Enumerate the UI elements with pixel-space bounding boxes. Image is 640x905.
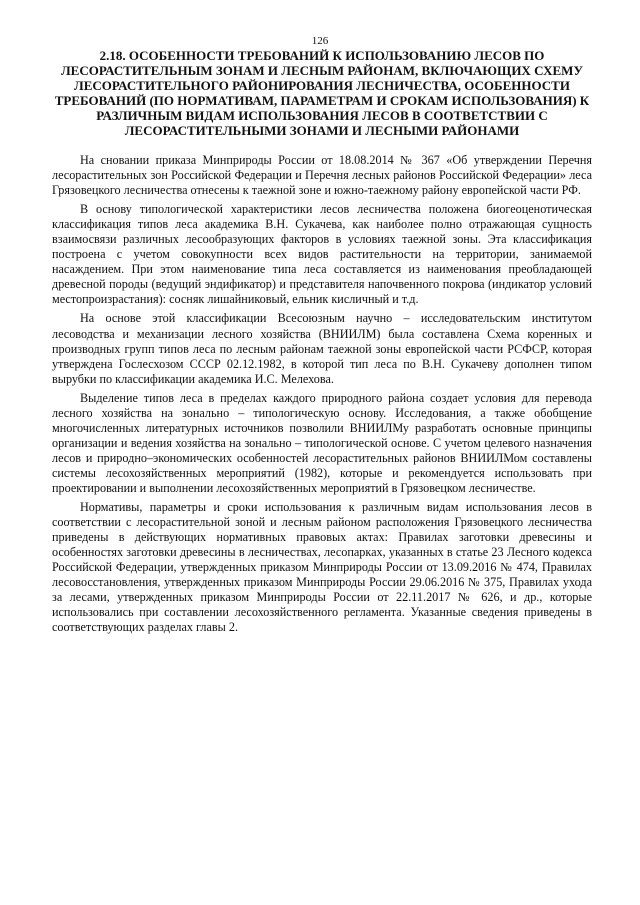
paragraph: Выделение типов леса в пределах каждого природного района создает условия для перевода лесного хозяйства на зонально – типологическую основу. Исследования, а также обобщение многочисленных литературных источников позволили ВНИИЛМу разработать основные принципы организации и ведения хозяйства на зонально – типологической основе. С учетом целевого назначения лесов и природно–экономических особенностей лесорастительных районов ВНИИЛМом составлены системы лесохозяйственных мероприятий (1982), которые и рекомендуется использовать при проектировании и выполнении лесохозяйственных мероприятий в Грязовецком лесничестве.	[52, 390, 592, 495]
paragraph: На сновании приказа Минприроды России от 18.08.2014 № 367 «Об утверждении Перечня лесорастительных зон Российской Федерации и Перечня лесных районов Российской Федерации» леса Грязовецкого лесничества отнесены к таежной зоне и южно-таежному району европейской части РФ.	[52, 153, 592, 198]
body-text	[52, 153, 592, 639]
section-heading: 2.18. ОСОБЕННОСТИ ТРЕБОВАНИЙ К ИСПОЛЬЗОВАНИЮ ЛЕСОВ ПО ЛЕСОРАСТИТЕЛЬНЫМ ЗОНАМ И ЛЕСНЫМ РАЙОНАМ, ВКЛЮЧАЮЩИХ СХЕМУ ЛЕСОРАСТИТЕЛЬНОГО РАЙОНИРОВАНИЯ ЛЕСНИЧЕСТВА, ОСОБЕННОСТИ ТРЕБОВАНИЙ (ПО НОРМАТИВАМ, ПАРАМЕТРАМ И СРОКАМ ИСПОЛЬЗОВАНИЯ) К РАЗЛИЧНЫМ ВИДАМ ИСПОЛЬЗОВАНИЯ ЛЕСОВ В СООТВЕТСТВИИ С ЛЕСОРАСТИТЕЛЬНЫМИ ЗОНАМИ И ЛЕСНЫМИ РАЙОНАМИ	[54, 48, 590, 138]
paragraph: Нормативы, параметры и сроки использования к различным видам использования лесов в соответствии с лесорастительной зоной и лесным районом расположения Грязовецкого лесничества приведены в действующих нормативных правовых актах: Правилах заготовки древесины и особенностях заготовки древесины в лесничествах, лесопарках, указанных в статье 23 Лесного кодекса Российской Федерации, утвержденных приказом Минприроды России от 13.09.2016 № 474, Правилах лесовосстановления, утвержденных приказом Минприроды России 29.06.2016 № 375, Правилах ухода за лесами, утвержденных приказом Минприроды России от 22.11.2017 № 626, и др., которые использовались при составлении лесохозяйственного регламента. Указанные сведения приведены в соответствующих разделах главы 2.	[52, 500, 592, 635]
page-number: 126	[311, 35, 329, 47]
paragraph: На основе этой классификации Всесоюзным научно – исследовательским институтом лесоводства и механизации лесного хозяйства (ВНИИЛМ) была составлена Схема коренных и производных групп типов леса по лесным районам таежной зоны европейской части РСФСР, которая утверждена Гослесхозом СССР 02.12.1982, в которой тип леса по В.Н. Сукачеву дополнен типом вырубки по классификации академика И.С. Мелехова.	[52, 311, 592, 386]
paragraph: В основу типологической характеристики лесов лесничества положена биогеоценотическая классификация типов леса академика В.Н. Сукачева, как наиболее полно отражающая сущность взаимосвязи различных лесообразующих факторов в условиях таежной зоны. Эта классификация построена с учетом совокупности всех видов растительности на территории, занимаемой насаждением. При этом наименование типа леса составляется из наименования преобладающей древесной породы (ведущий эндификатор) и представителя напочвенного покрова (индикатор условий местопроизрастания): сосняк лишайниковый, ельник кисличный и т.д.	[52, 202, 592, 307]
